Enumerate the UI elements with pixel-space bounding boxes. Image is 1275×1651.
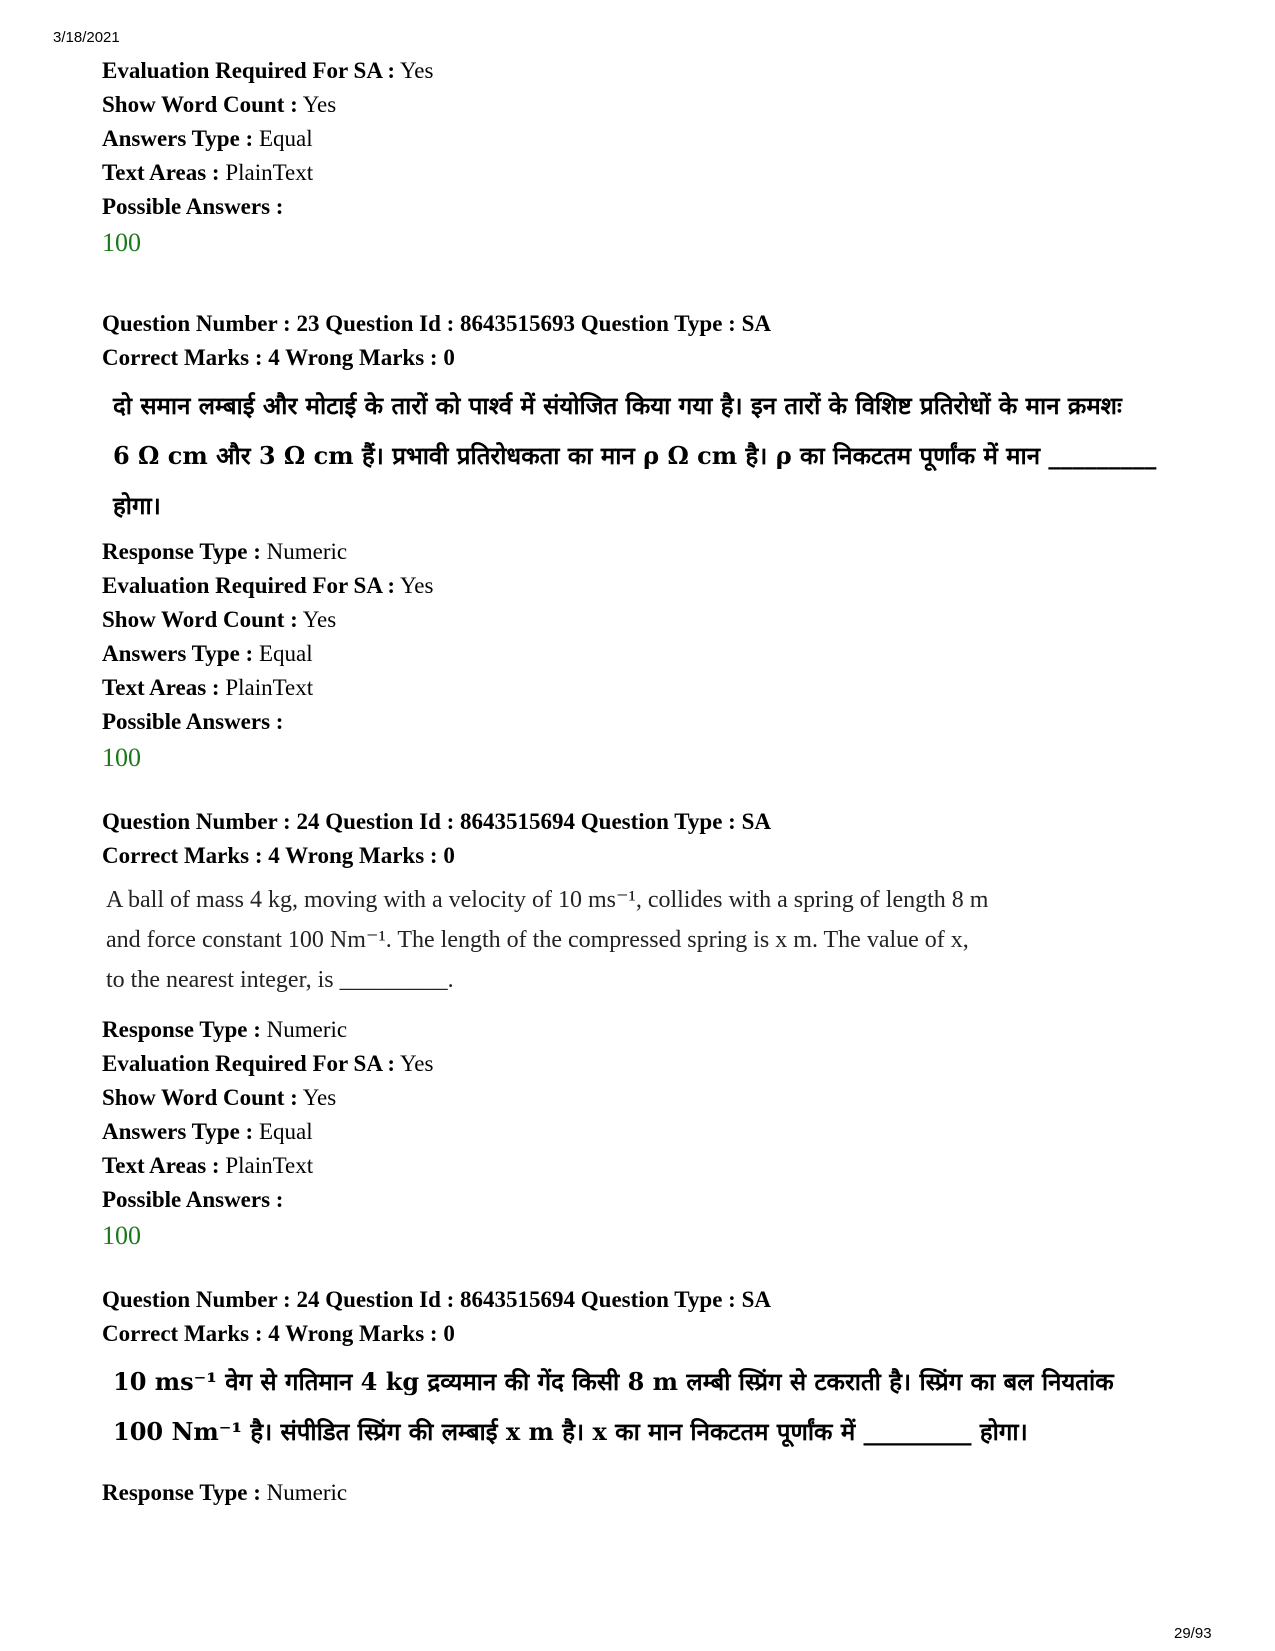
question-23-meta [102,535,1202,777]
word-count-row [102,1081,1202,1115]
question-body-line: 100 Nm⁻¹ है। संपीडित स्प्रिंग की लम्बाई x m है। x का मान निकटतम पूर्णांक में _________ होगा। [113,1417,1028,1446]
answers-type-value: Equal [258,641,313,666]
question-24-meta [102,1013,1202,1255]
page-date: 3/18/2021 [53,29,120,46]
answers-type-label: Answers Type : [102,126,254,151]
question-body-line: to the nearest integer, is _________. [106,967,454,993]
text-areas-row [102,156,1202,190]
word-count-value: Yes [302,1085,337,1110]
question-body-line: 6 Ω cm और 3 Ω cm हैं। प्रभावी प्रतिरोधकता का मान ρ Ω cm है। ρ का निकटतम पूर्णांक में मान _________ [113,441,1157,470]
answers-type-row [102,637,1202,671]
text-areas-label: Text Areas : [102,675,220,700]
text-areas-value: PlainText [225,160,314,185]
word-count-label: Show Word Count : [102,92,298,117]
answers-type-value: Equal [258,126,313,151]
possible-answers-row [102,190,1202,224]
evaluation-value: Yes [400,1051,434,1076]
word-count-label: Show Word Count : [102,1085,298,1110]
possible-answer-value: 100 [102,1221,141,1250]
response-type-value: Numeric [266,539,348,564]
possible-answers-row [102,1183,1202,1217]
response-type-label: Response Type : [102,1017,261,1042]
word-count-value: Yes [302,607,337,632]
text-areas-label: Text Areas : [102,160,220,185]
word-count-value: Yes [302,92,337,117]
answers-type-value: Equal [258,1119,313,1144]
answers-type-label: Answers Type : [102,1119,254,1144]
question-marks: Correct Marks : 4 Wrong Marks : 0 [102,345,455,370]
question-body-line: दो समान लम्बाई और मोटाई के तारों को पार्श्व में संयोजित किया गया है। इन तारों के विशिष्ट प्रतिरोधों के मान क्रमशः [113,391,1122,420]
evaluation-row [102,569,1202,603]
response-type-row [102,1476,1202,1510]
word-count-label: Show Word Count : [102,607,298,632]
question-24-hindi-header [102,1283,1202,1351]
evaluation-label: Evaluation Required For SA : [102,58,396,83]
page-number: 29/93 [1174,1625,1212,1642]
evaluation-value: Yes [400,573,434,598]
answers-type-label: Answers Type : [102,641,254,666]
response-type-label: Response Type : [102,539,261,564]
question-24-hindi-body [113,1357,1193,1457]
possible-answers-label: Possible Answers : [102,194,284,219]
question-body-line: होगा। [113,491,161,520]
possible-answers-label: Possible Answers : [102,709,284,734]
question-header: Question Number : 24 Question Id : 8643515694 Question Type : SA [102,1287,771,1312]
possible-answers-row [102,705,1202,739]
question-marks: Correct Marks : 4 Wrong Marks : 0 [102,1321,455,1346]
text-areas-value: PlainText [225,1153,314,1178]
text-areas-value: PlainText [225,675,314,700]
response-type-label: Response Type : [102,1480,261,1505]
possible-answer-value: 100 [102,743,141,772]
evaluation-label: Evaluation Required For SA : [102,1051,396,1076]
question-23-header [102,307,1202,375]
question-body-line: A ball of mass 4 kg, moving with a velocity of 10 ms⁻¹, collides with a spring of length 8 m [106,887,989,913]
response-type-row [102,1013,1202,1047]
question-23-body [113,381,1193,531]
possible-answers-label: Possible Answers : [102,1187,284,1212]
question-header: Question Number : 24 Question Id : 8643515694 Question Type : SA [102,809,771,834]
answers-type-row [102,122,1202,156]
question-24-hindi-meta [102,1476,1202,1510]
prev-question-meta [102,54,1202,262]
question-24-header [102,805,1202,873]
question-body-line: and force constant 100 Nm⁻¹. The length of the compressed spring is x m. The value of x, [106,927,969,953]
question-24-body [106,880,1206,1000]
answers-type-row [102,1115,1202,1149]
possible-answer-value: 100 [102,228,141,257]
text-areas-row [102,671,1202,705]
question-body-line: 10 ms⁻¹ वेग से गतिमान 4 kg द्रव्यमान की गेंद किसी 8 m लम्बी स्प्रिंग से टकराती है। स्प्रिंग का बल नियतांक [113,1367,1114,1396]
response-type-value: Numeric [266,1480,348,1505]
word-count-row [102,603,1202,637]
text-areas-label: Text Areas : [102,1153,220,1178]
question-header: Question Number : 23 Question Id : 8643515693 Question Type : SA [102,311,771,336]
evaluation-label: Evaluation Required For SA : [102,573,396,598]
response-type-value: Numeric [266,1017,348,1042]
response-type-row [102,535,1202,569]
evaluation-value: Yes [400,58,434,83]
question-marks: Correct Marks : 4 Wrong Marks : 0 [102,843,455,868]
evaluation-row [102,1047,1202,1081]
word-count-row [102,88,1202,122]
text-areas-row [102,1149,1202,1183]
evaluation-row [102,54,1202,88]
